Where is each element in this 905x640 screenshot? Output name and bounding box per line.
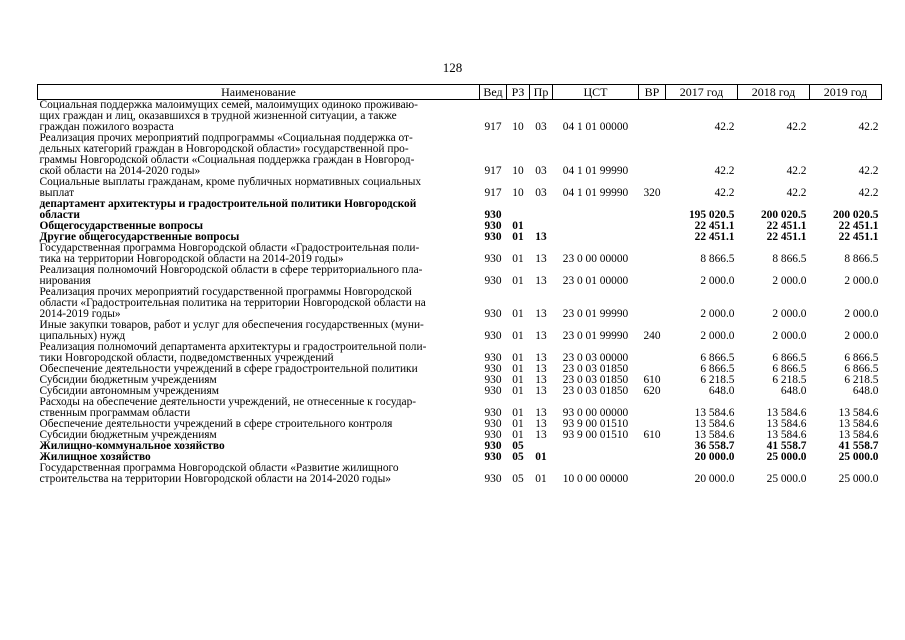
cst-cell: 23 0 03 01850 xyxy=(562,385,629,397)
rz-cell: 10 xyxy=(512,187,524,199)
rz-cell: 01 xyxy=(512,330,524,342)
ved-cell: 917 xyxy=(484,187,502,199)
value-2017: 42.2 xyxy=(714,121,735,133)
row-name-line: ственным программам области xyxy=(39,407,191,419)
value-2017: 2 000.0 xyxy=(700,275,735,287)
vr-cell: 240 xyxy=(643,330,661,342)
value-2018: 13 584.6 xyxy=(766,418,807,430)
cst-cell: 23 0 03 01850 xyxy=(562,374,629,386)
cst-cell: 23 0 01 00000 xyxy=(562,275,629,287)
pr-cell: 13 xyxy=(535,418,547,430)
row-name-line: Государственная программа Новгородской области «Развитие жилищного xyxy=(39,462,399,474)
row-name-line: Государственная программа Новгородской области «Градостроительная поли- xyxy=(39,242,420,254)
table-row xyxy=(38,265,882,287)
ved-cell: 930 xyxy=(484,231,502,243)
rz-cell: 05 xyxy=(512,440,524,452)
row-name-line: области «Градостроительная политика на территории Новгородской области на xyxy=(39,297,426,309)
ved-cell: 930 xyxy=(484,308,502,320)
table-row xyxy=(38,441,882,452)
value-2017: 13 584.6 xyxy=(694,407,735,419)
value-2017: 42.2 xyxy=(714,187,735,199)
pr-cell: 13 xyxy=(535,374,547,386)
vr-cell xyxy=(639,100,666,134)
value-2019: 42.2 xyxy=(858,187,879,199)
pr-cell: 13 xyxy=(535,385,547,397)
row-name-line: Реализация прочих мероприятий подпрограммы «Социальная поддержка от- xyxy=(39,132,413,144)
vr-cell: 610 xyxy=(643,374,661,386)
value-2019: 42.2 xyxy=(858,165,879,177)
pr-cell: 13 xyxy=(535,308,547,320)
row-name-line: Субсидии бюджетным учреждениям xyxy=(39,374,217,386)
value-2019: 42.2 xyxy=(858,121,879,133)
cst-cell: 23 0 03 00000 xyxy=(562,352,629,364)
row-name-line: Расходы на обеспечение деятельности учреждений, не отнесенные к государ- xyxy=(39,396,417,408)
vr-cell xyxy=(639,265,666,287)
row-name-line: области xyxy=(39,209,80,221)
value-2017: 648.0 xyxy=(708,385,735,397)
cst-cell xyxy=(553,441,639,452)
value-2018: 2 000.0 xyxy=(772,330,807,342)
row-name-line: Реализация прочих мероприятий государственной программы Новгородской xyxy=(39,286,412,298)
value-2019: 13 584.6 xyxy=(838,429,879,441)
budget-table xyxy=(37,84,882,485)
header-ved: Вед xyxy=(480,85,507,100)
vr-cell xyxy=(639,397,666,419)
value-2018: 13 584.6 xyxy=(766,407,807,419)
value-2018: 41 558.7 xyxy=(766,440,807,452)
rz-cell: 01 xyxy=(512,352,524,364)
value-2019: 648.0 xyxy=(852,385,879,397)
value-2019: 13 584.6 xyxy=(838,418,879,430)
value-2017: 6 866.5 xyxy=(700,363,735,375)
table-row xyxy=(38,199,882,221)
vr-cell xyxy=(639,199,666,221)
ved-cell: 930 xyxy=(484,363,502,375)
table-row xyxy=(38,320,882,342)
row-name-line: тики Новгородской области, подведомственных учреждений xyxy=(39,352,334,364)
cst-cell xyxy=(553,199,639,221)
value-2019: 13 584.6 xyxy=(838,407,879,419)
table-row xyxy=(38,243,882,265)
vr-cell xyxy=(639,287,666,320)
cst-cell: 10 0 00 00000 xyxy=(562,473,629,485)
rz-cell: 01 xyxy=(512,385,524,397)
row-name xyxy=(38,342,480,364)
value-2019: 6 866.5 xyxy=(844,352,879,364)
row-name-line: департамент архитектуры и градостроительной политики Новгородской xyxy=(39,198,417,210)
row-name xyxy=(38,177,480,199)
row-name-line: нирования xyxy=(39,275,91,287)
page-number: 128 xyxy=(442,60,463,75)
value-2018: 648.0 xyxy=(780,385,807,397)
value-2017: 2 000.0 xyxy=(700,308,735,320)
vr-cell xyxy=(639,463,666,485)
rz-cell: 01 xyxy=(512,253,524,265)
row-name xyxy=(38,265,480,287)
cst-cell: 23 0 03 01850 xyxy=(562,363,629,375)
value-2018: 8 866.5 xyxy=(772,253,807,265)
value-2017: 2 000.0 xyxy=(700,330,735,342)
pr-cell: 13 xyxy=(535,275,547,287)
pr-cell xyxy=(530,199,553,221)
value-2017: 36 558.7 xyxy=(694,440,735,452)
cst-cell: 23 0 01 99990 xyxy=(562,308,629,320)
row-name-line: выплат xyxy=(39,187,75,199)
ved-cell: 930 xyxy=(484,451,502,463)
value-2018: 22 451.1 xyxy=(766,231,807,243)
cst-cell xyxy=(553,221,639,232)
pr-cell: 13 xyxy=(535,231,547,243)
pr-cell: 03 xyxy=(535,165,547,177)
table-row xyxy=(38,463,882,485)
row-name-line: граммы Новгородской области «Социальная поддержка граждан в Новгород- xyxy=(39,154,415,166)
row-name-line: Жилищно-коммунальное хозяйство xyxy=(39,440,225,452)
ved-cell: 930 xyxy=(484,429,502,441)
value-2018: 22 451.1 xyxy=(766,220,807,232)
value-2019: 6 866.5 xyxy=(844,363,879,375)
pr-cell: 03 xyxy=(535,121,547,133)
ved-cell: 930 xyxy=(484,385,502,397)
cst-cell: 93 0 00 00000 xyxy=(562,407,629,419)
value-2017: 195 020.5 xyxy=(688,209,735,221)
row-name-line: дельных категорий граждан в Новгородской области» государственной про- xyxy=(39,143,409,155)
ved-cell: 930 xyxy=(484,253,502,265)
value-2018: 2 000.0 xyxy=(772,275,807,287)
value-2017: 6 218.5 xyxy=(700,374,735,386)
rz-cell: 05 xyxy=(512,473,524,485)
vr-cell: 620 xyxy=(643,385,661,397)
header-pr: Пр xyxy=(530,85,553,100)
value-2019: 8 866.5 xyxy=(844,253,879,265)
vr-cell: 320 xyxy=(643,187,661,199)
row-name-line: ской области на 2014-2020 годы» xyxy=(39,165,201,177)
ved-cell: 930 xyxy=(484,330,502,342)
value-2017: 13 584.6 xyxy=(694,418,735,430)
row-name-line: щих граждан и лиц, оказавшихся в трудной жизненной ситуации, а также xyxy=(39,110,397,122)
value-2018: 2 000.0 xyxy=(772,308,807,320)
row-name-line: Обеспечение деятельности учреждений в сфере строительного контроля xyxy=(39,418,393,430)
row-name xyxy=(38,243,480,265)
ved-cell: 917 xyxy=(484,121,502,133)
cst-cell xyxy=(553,232,639,243)
table-row xyxy=(38,397,882,419)
row-name-line: Реализация полномочий департамента архитектуры и градостроительной поли- xyxy=(39,341,427,353)
pr-cell: 01 xyxy=(535,451,547,463)
rz-cell xyxy=(507,199,530,221)
header-rz: РЗ xyxy=(507,85,530,100)
rz-cell: 01 xyxy=(512,363,524,375)
vr-cell xyxy=(639,232,666,243)
ved-cell: 917 xyxy=(484,165,502,177)
ved-cell: 930 xyxy=(484,374,502,386)
cst-cell xyxy=(553,452,639,463)
pr-cell: 13 xyxy=(535,429,547,441)
value-2018: 42.2 xyxy=(786,165,807,177)
vr-cell xyxy=(639,133,666,177)
value-2019: 22 451.1 xyxy=(838,220,879,232)
row-name-line: Жилищное хозяйство xyxy=(39,451,151,463)
ved-cell: 930 xyxy=(484,407,502,419)
header-2017: 2017 год xyxy=(666,85,738,100)
value-2019: 2 000.0 xyxy=(844,330,879,342)
value-2019: 25 000.0 xyxy=(838,451,879,463)
rz-cell: 01 xyxy=(512,407,524,419)
ved-cell: 930 xyxy=(484,352,502,364)
pr-cell: 03 xyxy=(535,187,547,199)
row-name-line: Социальные выплаты гражданам, кроме публичных нормативных социальных xyxy=(39,176,422,188)
rz-cell: 01 xyxy=(512,220,524,232)
table-row xyxy=(38,133,882,177)
value-2017: 8 866.5 xyxy=(700,253,735,265)
row-name xyxy=(38,463,480,485)
value-2019: 25 000.0 xyxy=(838,473,879,485)
value-2018: 6 218.5 xyxy=(772,374,807,386)
value-2018: 42.2 xyxy=(786,187,807,199)
value-2017: 20 000.0 xyxy=(694,473,735,485)
row-name-line: граждан пожилого возраста xyxy=(39,121,174,133)
row-name xyxy=(38,100,480,134)
row-name xyxy=(38,320,480,342)
row-name-line: ципальных) нужд xyxy=(39,330,126,342)
ved-cell: 930 xyxy=(484,440,502,452)
rz-cell: 01 xyxy=(512,374,524,386)
row-name-line: Общегосударственные вопросы xyxy=(39,220,204,232)
row-name-line: Обеспечение деятельности учреждений в сфере градостроительной политики xyxy=(39,363,418,375)
row-name-line: Другие общегосударственные вопросы xyxy=(39,231,240,243)
rz-cell: 10 xyxy=(512,121,524,133)
value-2018: 42.2 xyxy=(786,121,807,133)
row-name-line: Реализация полномочий Новгородской области в сфере территориального пла- xyxy=(39,264,423,276)
header-2019: 2019 год xyxy=(810,85,882,100)
table-row xyxy=(38,287,882,320)
value-2018: 200 020.5 xyxy=(760,209,807,221)
row-name-line: строительства на территории Новгородской области на 2014-2020 годы» xyxy=(39,473,391,485)
value-2019: 2 000.0 xyxy=(844,275,879,287)
cst-cell: 04 1 01 99990 xyxy=(562,165,629,177)
vr-cell xyxy=(639,441,666,452)
value-2019: 6 218.5 xyxy=(844,374,879,386)
value-2019: 2 000.0 xyxy=(844,308,879,320)
row-name-line: Иные закупки товаров, работ и услуг для обеспечения государственных (муни- xyxy=(39,319,424,331)
pr-cell: 13 xyxy=(535,352,547,364)
value-2018: 6 866.5 xyxy=(772,352,807,364)
value-2017: 42.2 xyxy=(714,165,735,177)
cst-cell: 93 9 00 01510 xyxy=(562,418,629,430)
ved-cell: 930 xyxy=(484,418,502,430)
value-2019: 22 451.1 xyxy=(838,231,879,243)
rz-cell: 01 xyxy=(512,418,524,430)
value-2018: 25 000.0 xyxy=(766,473,807,485)
value-2018: 13 584.6 xyxy=(766,429,807,441)
value-2019: 41 558.7 xyxy=(838,440,879,452)
table-row xyxy=(38,100,882,134)
value-2018: 6 866.5 xyxy=(772,363,807,375)
rz-cell: 05 xyxy=(512,451,524,463)
row-name-line: тика на территории Новгородской области на 2014-2019 годы» xyxy=(39,253,344,265)
value-2019: 200 020.5 xyxy=(832,209,879,221)
cst-cell: 04 1 01 99990 xyxy=(562,187,629,199)
value-2017: 6 866.5 xyxy=(700,352,735,364)
rz-cell: 01 xyxy=(512,308,524,320)
value-2018: 25 000.0 xyxy=(766,451,807,463)
pr-cell: 01 xyxy=(535,473,547,485)
cst-cell: 23 0 01 99990 xyxy=(562,330,629,342)
header-name: Наименование xyxy=(38,85,480,100)
rz-cell: 01 xyxy=(512,275,524,287)
pr-cell: 13 xyxy=(535,330,547,342)
vr-cell xyxy=(639,221,666,232)
header-vr: ВР xyxy=(639,85,666,100)
pr-cell: 13 xyxy=(535,363,547,375)
row-name-line: Субсидии автономным учреждениям xyxy=(39,385,219,397)
ved-cell: 930 xyxy=(484,275,502,287)
value-2017: 22 451.1 xyxy=(694,220,735,232)
value-2017: 22 451.1 xyxy=(694,231,735,243)
vr-cell xyxy=(639,452,666,463)
row-name-line: Социальная поддержка малоимущих семей, малоимущих одиноко проживаю- xyxy=(39,99,418,111)
ved-cell: 930 xyxy=(484,473,502,485)
ved-cell: 930 xyxy=(484,209,502,221)
rz-cell: 01 xyxy=(512,231,524,243)
row-name-line: Субсидии бюджетным учреждениям xyxy=(39,429,217,441)
row-name xyxy=(38,287,480,320)
cst-cell: 04 1 01 00000 xyxy=(562,121,629,133)
row-name xyxy=(38,397,480,419)
rz-cell: 10 xyxy=(512,165,524,177)
row-name xyxy=(38,199,480,221)
rz-cell: 01 xyxy=(512,429,524,441)
vr-cell: 610 xyxy=(643,429,661,441)
table-header-row xyxy=(38,85,882,100)
value-2017: 13 584.6 xyxy=(694,429,735,441)
header-2018: 2018 год xyxy=(738,85,810,100)
table-row xyxy=(38,342,882,364)
table-row xyxy=(38,177,882,199)
row-name-line: 2014-2019 годы» xyxy=(39,308,121,320)
header-cst: ЦСТ xyxy=(553,85,639,100)
pr-cell: 13 xyxy=(535,407,547,419)
vr-cell xyxy=(639,243,666,265)
cst-cell: 23 0 00 00000 xyxy=(562,253,629,265)
value-2017: 20 000.0 xyxy=(694,451,735,463)
pr-cell: 13 xyxy=(535,253,547,265)
vr-cell xyxy=(639,342,666,364)
cst-cell: 93 9 00 01510 xyxy=(562,429,629,441)
ved-cell: 930 xyxy=(484,220,502,232)
row-name xyxy=(38,133,480,177)
